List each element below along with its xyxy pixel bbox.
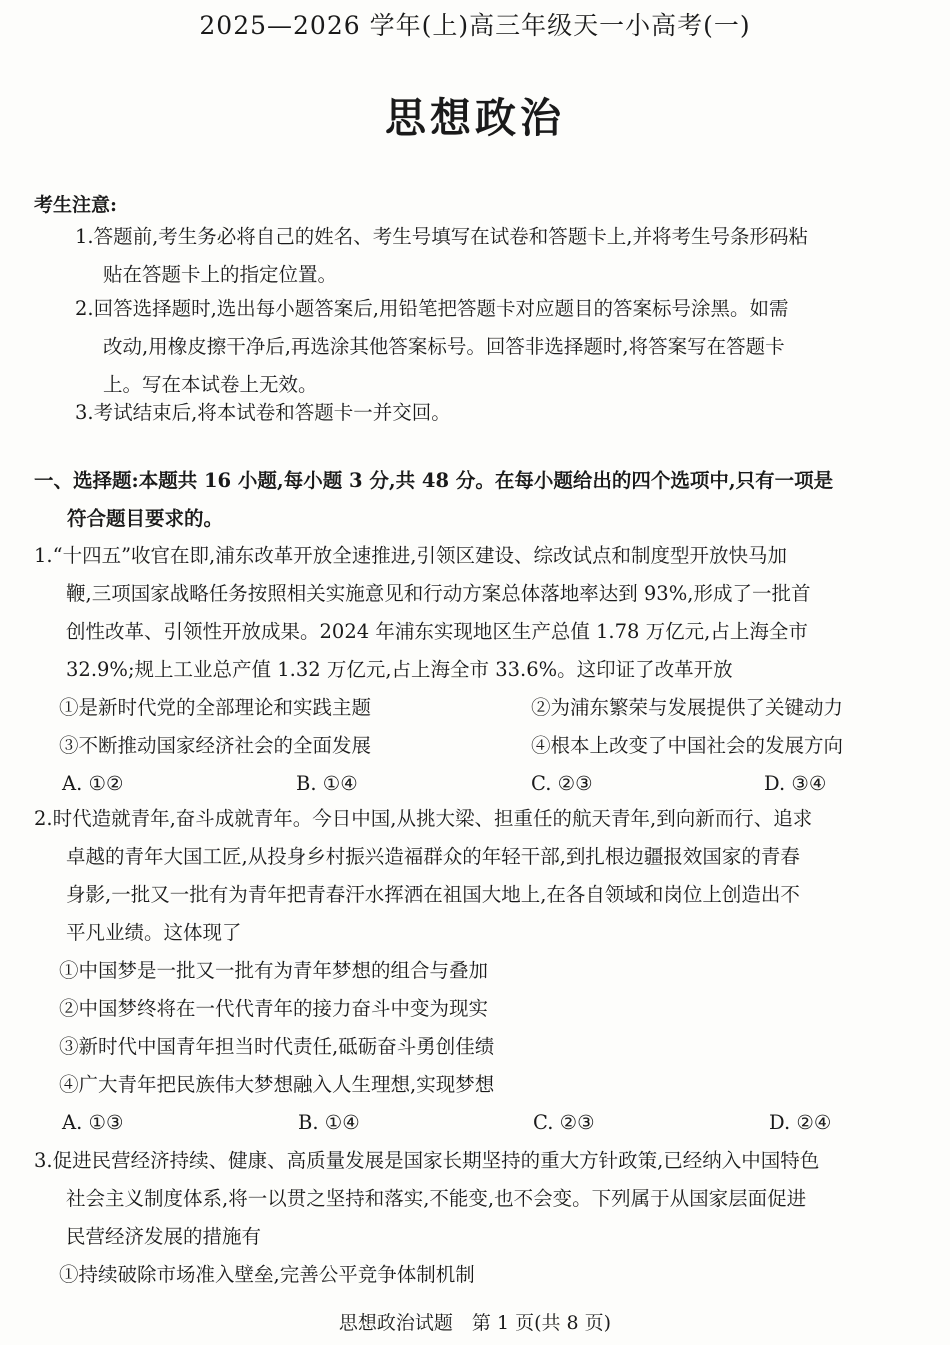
section-heading (34, 462, 934, 538)
choice-d: D. ③④ (764, 772, 827, 795)
question-stem-line: 民营经济发展的措施有 (66, 1225, 262, 1248)
choice-a: A. ①③ (62, 1111, 124, 1134)
option: ④广大青年把民族伟大梦想融入人生理想,实现梦想 (59, 1073, 495, 1096)
notice-item-2 (75, 290, 931, 404)
choice-c: C. ②③ (531, 772, 593, 795)
question-stem-line: 平凡业绩。这体现了 (66, 921, 242, 944)
subject-title: 思想政治 (385, 94, 565, 142)
question-stem-line: 3.促进民营经济持续、健康、高质量发展是国家长期坚持的重大方针政策,已经纳入中国特色 (34, 1149, 820, 1172)
option: ④根本上改变了中国社会的发展方向 (531, 734, 844, 757)
question-stem-line: 鞭,三项国家战略任务按照相关实施意见和行动方案总体落地率达到 93%,形成了一批首 (66, 582, 811, 605)
notice-item-1 (75, 218, 931, 294)
question-3 (34, 1142, 932, 1294)
question-stem-line: 2.时代造就青年,奋斗成就青年。今日中国,从挑大梁、担重任的航天青年,到向新而行、追求 (34, 807, 813, 830)
notice-line: 上。写在本试卷上无效。 (103, 373, 318, 396)
option: ①持续破除市场准入壁垒,完善公平竞争体制机制 (59, 1263, 475, 1286)
choice-b: B. ①④ (298, 1111, 360, 1134)
notice-line: 改动,用橡皮擦干净后,再选涂其他答案标号。回答非选择题时,将答案写在答题卡 (103, 335, 785, 358)
option: ②为浦东繁荣与发展提供了关键动力 (531, 696, 844, 719)
choice-a: A. ①② (62, 772, 124, 795)
notice-line: 1.答题前,考生务必将自己的姓名、考生号填写在试卷和答题卡上,并将考生号条形码粘 (75, 225, 809, 248)
option: ①是新时代党的全部理论和实践主题 (59, 696, 372, 719)
choice-d: D. ②④ (769, 1111, 832, 1134)
question-stem-line: 卓越的青年大国工匠,从投身乡村振兴造福群众的年轻干部,到扎根边疆报效国家的青春 (66, 845, 800, 868)
question-1 (34, 537, 932, 803)
option: ③新时代中国青年担当时代责任,砥砺奋斗勇创佳绩 (59, 1035, 495, 1058)
notice-line: 2.回答选择题时,选出每小题答案后,用铅笔把答题卡对应题目的答案标号涂黑。如需 (75, 297, 789, 320)
section-line: 一、选择题:本题共 16 小题,每小题 3 分,共 48 分。在每小题给出的四个选项中,只有一项是 (34, 469, 834, 492)
notice-line: 3.考试结束后,将本试卷和答题卡一并交回。 (75, 401, 451, 424)
exam-title: 2025—2026 学年(上)高三年级天一小高考(一) (199, 11, 751, 40)
page-footer: 思想政治试题 第 1 页(共 8 页) (338, 1312, 612, 1334)
notice-line: 贴在答题卡上的指定位置。 (103, 263, 338, 286)
question-stem-line: 创性改革、引领性开放成果。2024 年浦东实现地区生产总值 1.78 万亿元,占上海全市 (66, 620, 808, 643)
choice-c: C. ②③ (533, 1111, 595, 1134)
question-stem-line: 身影,一批又一批有为青年把青春汗水挥洒在祖国大地上,在各自领域和岗位上创造出不 (66, 883, 800, 906)
option: ②中国梦终将在一代代青年的接力奋斗中变为现实 (59, 997, 489, 1020)
question-stem-line: 社会主义制度体系,将一以贯之坚持和落实,不能变,也不会变。下列属于从国家层面促进 (66, 1187, 807, 1210)
question-2 (34, 800, 932, 1142)
notice-item-3 (75, 394, 931, 432)
section-line: 符合题目要求的。 (67, 507, 224, 530)
option: ③不断推动国家经济社会的全面发展 (59, 734, 372, 757)
choice-b: B. ①④ (296, 772, 358, 795)
question-stem-line: 32.9%;规上工业总产值 1.32 万亿元,占上海全市 33.6%。这印证了改革开放 (66, 658, 733, 681)
option: ①中国梦是一批又一批有为青年梦想的组合与叠加 (59, 959, 489, 982)
question-stem-line: 1.“十四五”收官在即,浦东改革开放全速推进,引领区建设、综改试点和制度型开放快马加 (34, 544, 787, 567)
notice-heading: 考生注意: (34, 194, 118, 216)
